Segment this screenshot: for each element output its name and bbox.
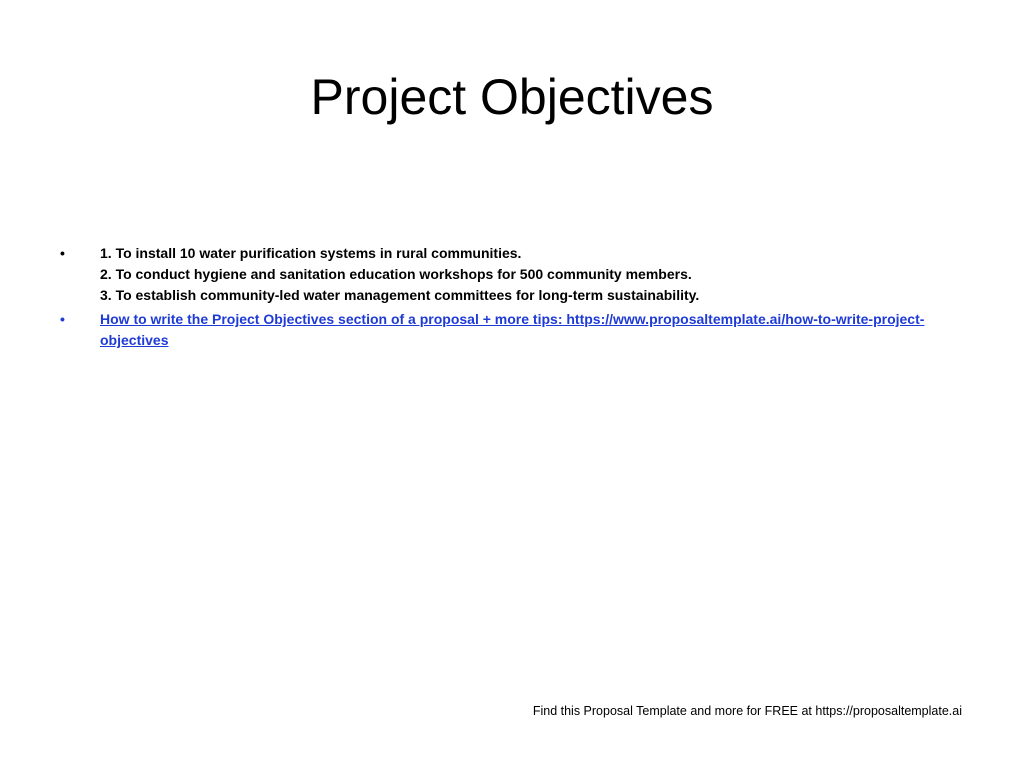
objectives-text: [100, 243, 958, 306]
objective-line-3: 3. To establish community-led water management committees for long-term sustainability.: [100, 287, 700, 303]
footer-text: Find this Proposal Template and more for FREE at https://proposaltemplate.ai: [532, 704, 962, 718]
list-item-link: [58, 309, 958, 351]
slide-title: Project Objectives: [310, 69, 714, 125]
bullet-list: [58, 243, 958, 354]
list-item-objectives: [58, 243, 958, 306]
objective-line-2: 2. To conduct hygiene and sanitation education workshops for 500 community members.: [100, 266, 692, 282]
bullet-marker: •: [60, 245, 65, 261]
bullet-marker: •: [60, 311, 65, 327]
objective-line-1: 1. To install 10 water purification systems in rural communities.: [100, 245, 522, 261]
project-objectives-link[interactable]: How to write the Project Objectives section of a proposal + more tips: https://www.proposaltemplate.ai/how-to-write-project-objectives: [100, 311, 925, 348]
